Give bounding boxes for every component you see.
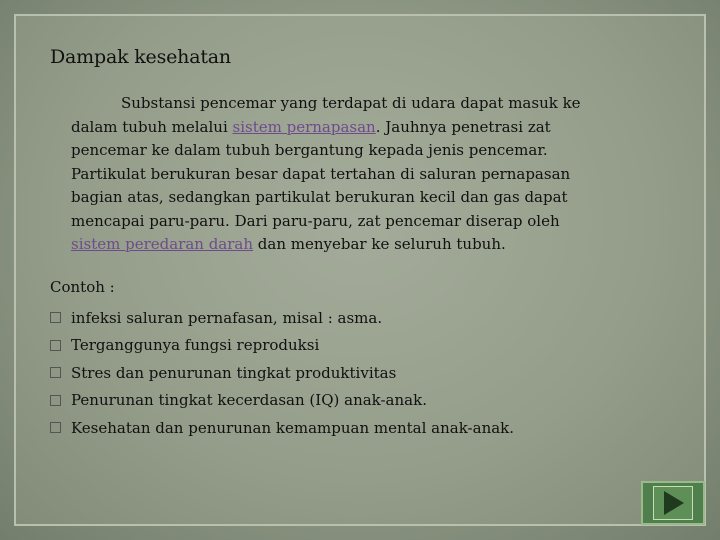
paragraph-text-3: dan menyebar ke seluruh tubuh.: [253, 235, 506, 253]
square-bullet-icon: [50, 312, 61, 323]
link-sistem-pernapasan[interactable]: sistem pernapasan: [232, 117, 376, 136]
body-paragraph: [71, 92, 601, 257]
list-item: [50, 304, 514, 332]
next-slide-button[interactable]: [641, 481, 705, 525]
square-bullet-icon: [50, 395, 61, 406]
slide-title: Dampak kesehatan: [50, 46, 231, 68]
list-item: [50, 414, 514, 442]
play-next-icon: [653, 486, 693, 520]
square-bullet-icon: [50, 367, 61, 378]
list-item-text: Stres dan penurunan tingkat produktivitas: [71, 363, 397, 382]
example-list: [50, 304, 514, 442]
list-item: [50, 387, 514, 415]
slide-frame: [14, 14, 706, 526]
list-item-text: Kesehatan dan penurunan kemampuan mental anak-anak.: [71, 418, 515, 437]
paragraph-text-1: Substansi pencemar yang terdapat di udara dapat masuk ke dalam tubuh melalui: [71, 94, 581, 136]
list-item-text: Terganggunya fungsi reproduksi: [71, 336, 320, 355]
list-item: [50, 359, 514, 387]
square-bullet-icon: [50, 422, 61, 433]
list-item: [50, 332, 514, 360]
list-item-text: infeksi saluran pernafasan, misal : asma.: [71, 308, 383, 327]
list-item-text: Penurunan tingkat kecerdasan (IQ) anak-anak.: [71, 391, 427, 410]
square-bullet-icon: [50, 340, 61, 351]
paragraph-text-2: . Jauhnya penetrasi zat pencemar ke dalam tubuh bergantung kepada jenis pencemar. Partikulat berukuran besar dapat tertahan di saluran pernapasan bagian atas, sedangkan partikulat berukuran kecil dan gas dapat mencapai paru-paru. Dari paru-paru, zat pencemar diserap oleh: [71, 117, 571, 230]
contoh-label: Contoh :: [50, 278, 115, 296]
link-sistem-peredaran-darah[interactable]: sistem peredaran darah: [71, 235, 254, 253]
